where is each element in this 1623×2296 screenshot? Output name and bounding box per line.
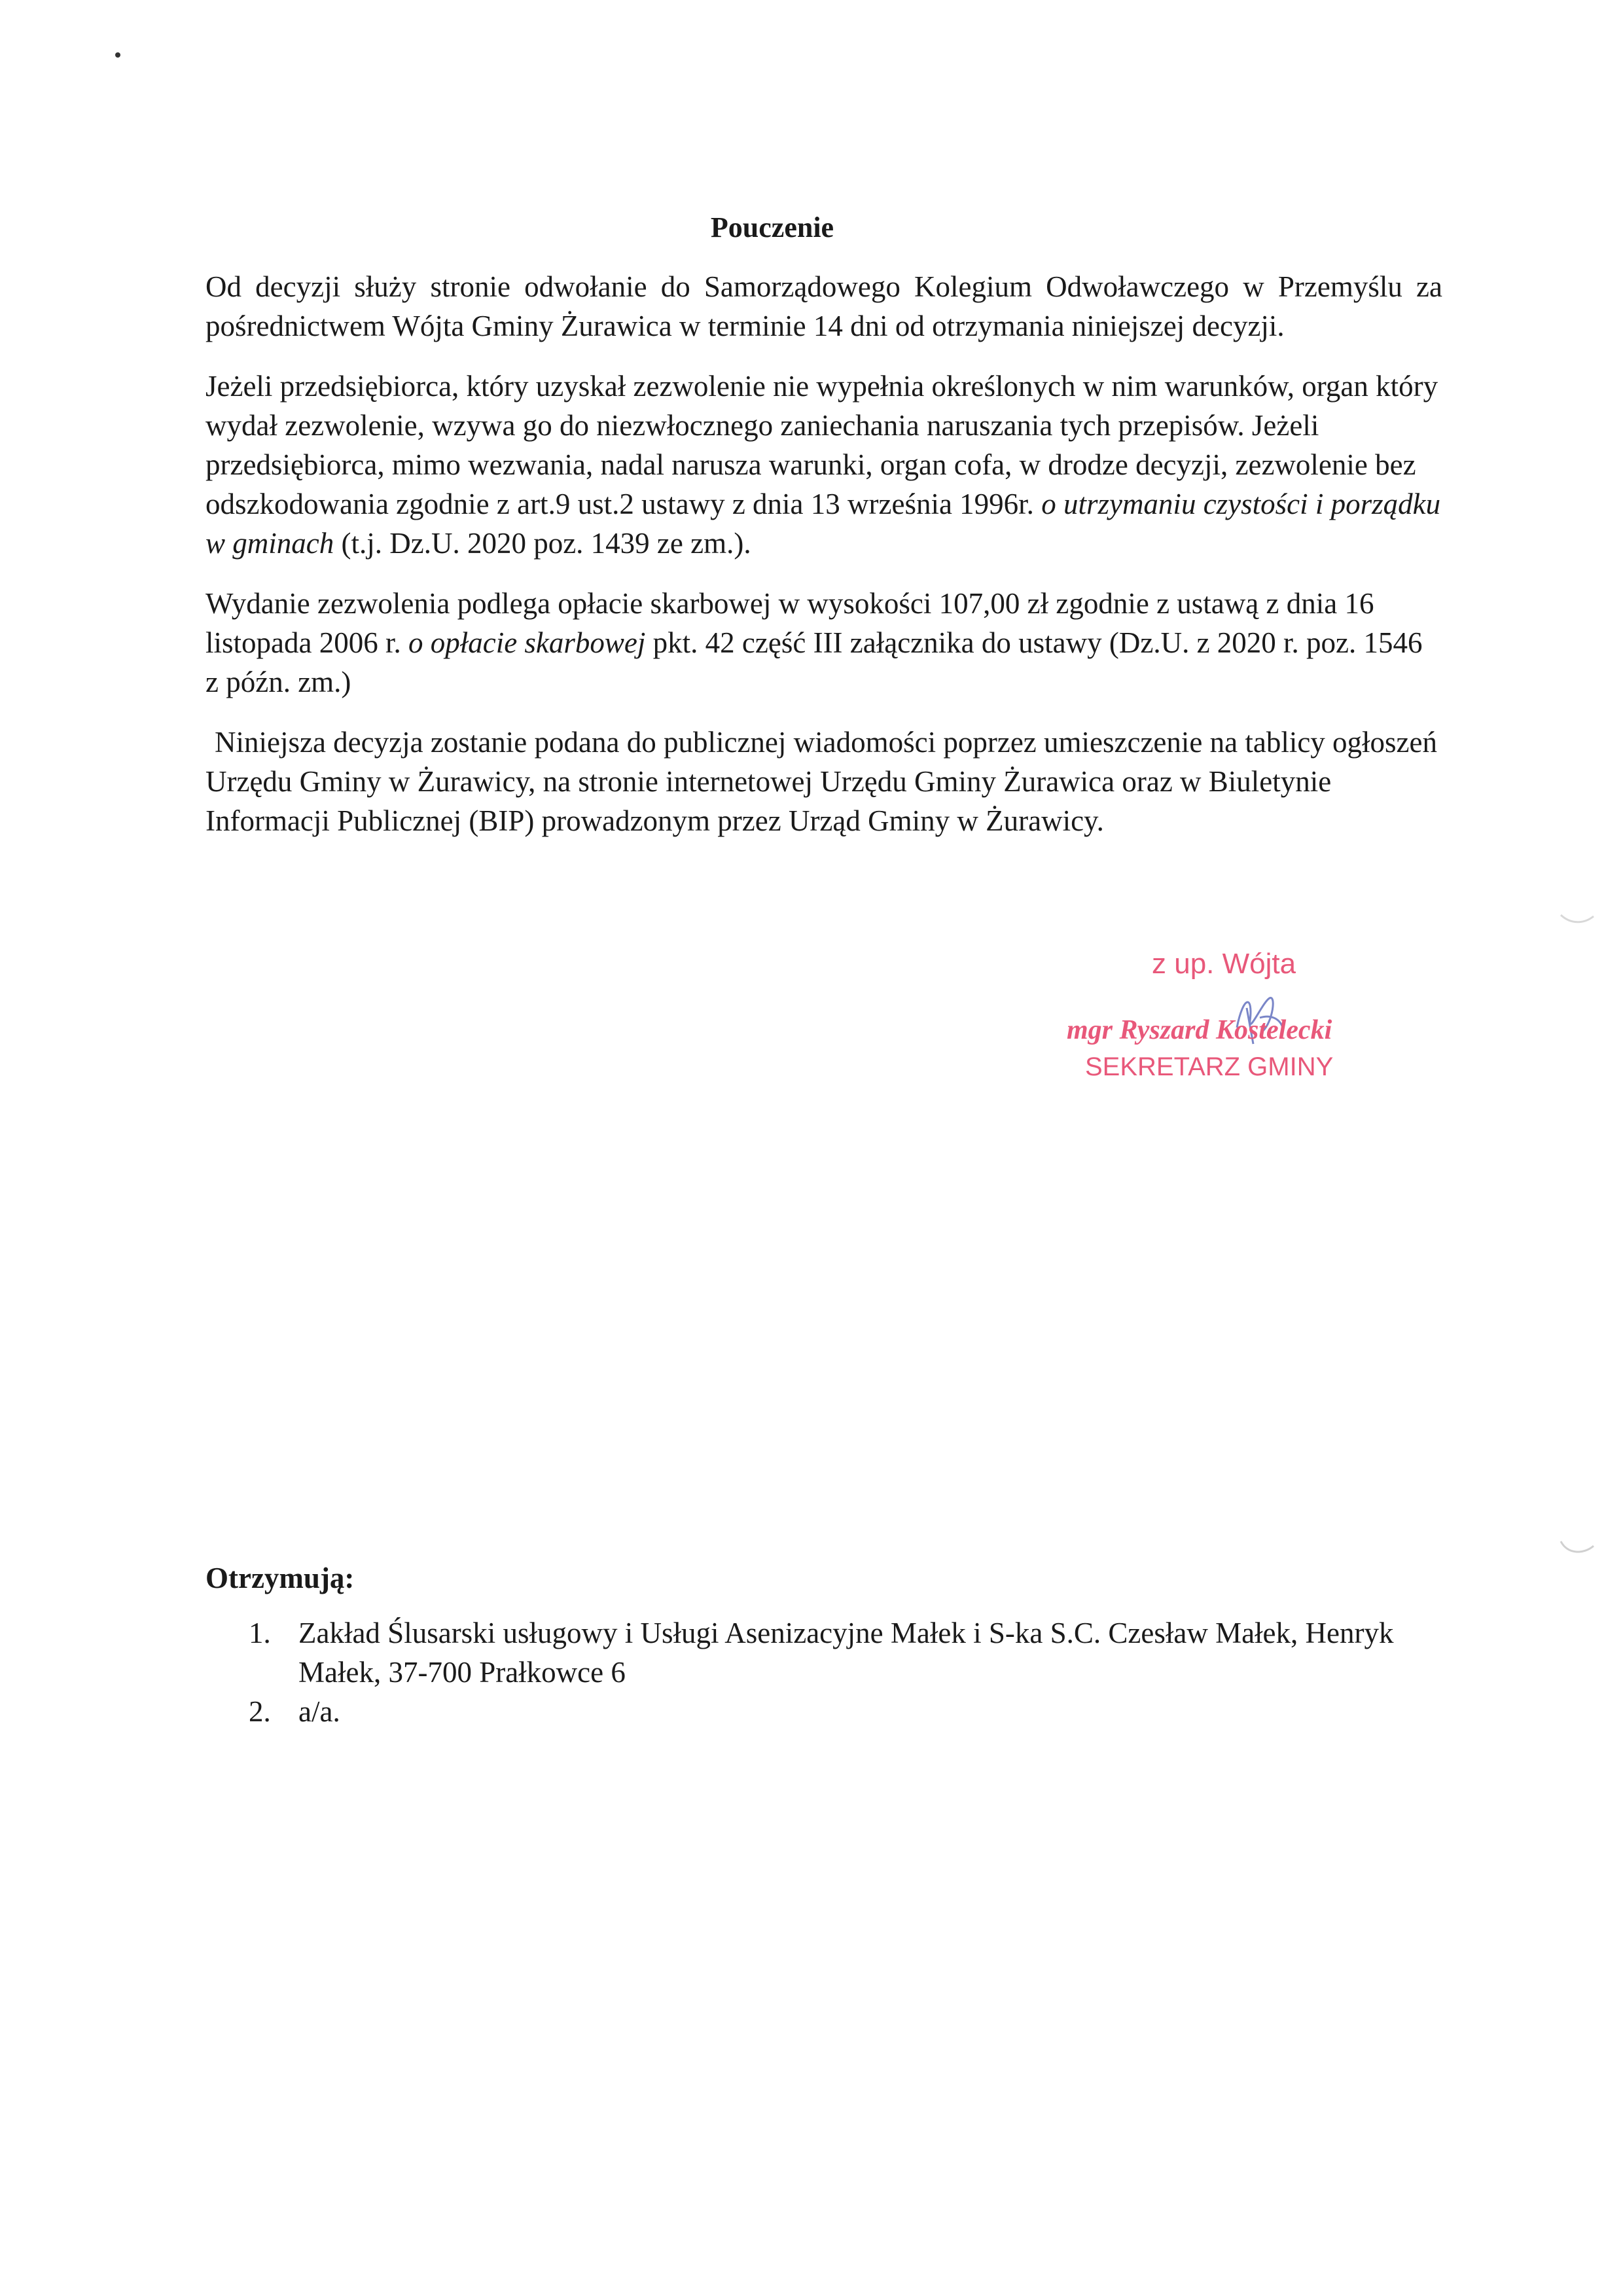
signature-name: mgr Ryszard Kostelecki (1067, 1015, 1332, 1045)
list-item (249, 1613, 1440, 1692)
paragraph-permit-conditions-text: Jeżeli przedsiębiorca, który uzyskał zezwolenie nie wypełnia określonych w nim warunków, organ który wydał zezwolenie, wzywa go do niezwłocznego zaniechania naruszania tych przepisów. Jeżeli przedsiębiorca, mimo wezwania, nadal narusza warunki, organ cofa, w drodze decyzji, zezwolenie bez odszkodowania zgodnie z art.9 ust.2 ustawy z dnia 13 września 1996r. (205, 370, 1438, 520)
signature-stamp (1047, 942, 1414, 1100)
paragraph-stamp-duty-ref: pkt. 42 część III załącznika do ustawy (Dz.U. z 2020 r. poz. 1546 z późn. zm.) (205, 626, 1423, 698)
act-title-stamp-duty: o opłacie skarbowej (408, 626, 646, 659)
paragraph-permit-conditions-ref: (t.j. Dz.U. 2020 poz. 1439 ze zm.). (341, 527, 751, 560)
scan-speck (115, 52, 120, 58)
heading: Pouczenie (710, 211, 834, 243)
paragraph-appeal: Od decyzji służy stronie odwołanie do Samorządowego Kolegium Odwoławczego w Przemyślu za pośrednictwem Wójta Gminy Żurawica w terminie 14 dni od otrzymania niniejszej decyzji. (205, 270, 1442, 342)
list-item (249, 1692, 1440, 1731)
signature-authorization: z up. Wójta (1152, 948, 1296, 980)
list-item-text: a/a. (298, 1695, 340, 1728)
list-item-number: 1. (249, 1617, 271, 1649)
list-item-text: Zakład Ślusarski usługowy i Usługi Asenizacyjne Małek i S-ka S.C. Czesław Małek, Henryk Małek, 37-700 Prałkowce 6 (298, 1617, 1394, 1689)
list-item-number: 2. (249, 1695, 271, 1728)
body-text (205, 267, 1442, 861)
paragraph-stamp-duty (205, 584, 1442, 702)
paragraph-publication: Niniejsza decyzja zostanie podana do publicznej wiadomości poprzez umieszczenie na tablicy ogłoszeń Urzędu Gminy w Żurawicy, na stronie internetowej Urzędu Gminy Żurawica oraz w Biuletynie Informacji Publicznej (BIP) prowadzonym przez Urząd Gminy w Żurawicy. (205, 726, 1438, 837)
scan-mark-icon (1558, 910, 1597, 929)
scan-mark-icon (1558, 1538, 1597, 1558)
recipients-list (249, 1613, 1440, 1731)
recipients-title: Otrzymują: (205, 1562, 355, 1594)
act-title-cleanliness: o utrzymaniu czystości i porządku w gminach (205, 488, 1441, 560)
signature-title: SEKRETARZ GMINY (1085, 1052, 1334, 1081)
paragraph-permit-conditions (205, 367, 1442, 563)
paragraph-stamp-duty-text: Wydanie zezwolenia podlega opłacie skarbowej w wysokości 107,00 zł zgodnie z ustawą z dnia 16 listopada 2006 r. (205, 587, 1374, 659)
